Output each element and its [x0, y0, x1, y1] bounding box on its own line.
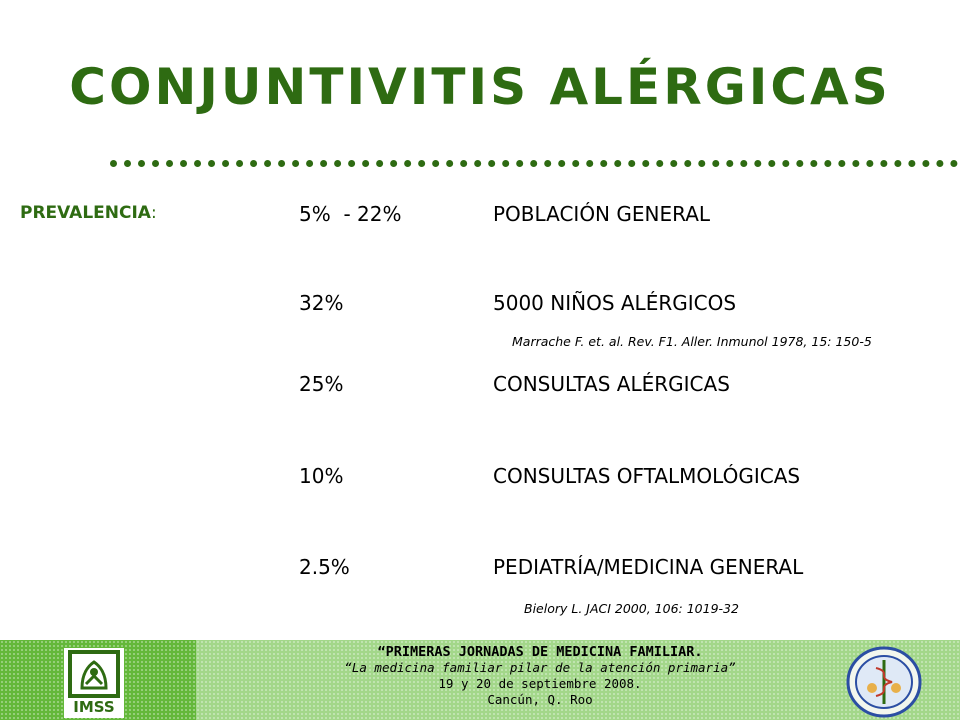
event-slogan: “La medicina familiar pilar de la atención primaria” — [344, 660, 736, 675]
row-description: CONSULTAS OFTALMOLÓGICAS — [493, 464, 801, 488]
row-description: CONSULTAS ALÉRGICAS — [493, 372, 730, 396]
citation: Bielory L. JACI 2000, 106: 1019-32 — [524, 601, 739, 616]
medical-seal-icon — [846, 646, 922, 718]
prevalence-row — [0, 555, 960, 585]
prevalence-label-text: PREVALENCIA — [20, 203, 151, 223]
event-info — [300, 644, 780, 708]
citation: Marrache F. et. al. Rev. F1. Aller. Inmunol 1978, 15: 150-5 — [512, 334, 872, 349]
row-description: PEDIATRÍA/MEDICINA GENERAL — [493, 555, 804, 579]
prevalence-row — [0, 291, 960, 321]
prevalence-row — [0, 202, 960, 232]
row-percentage: 32% — [299, 291, 344, 315]
imss-logo-text: IMSS — [73, 698, 115, 716]
event-dates: 19 y 20 de septiembre 2008. — [438, 676, 642, 691]
event-location: Cancún, Q. Roo — [487, 692, 593, 707]
event-title: “PRIMERAS JORNADAS DE MEDICINA FAMILIAR. — [377, 644, 703, 660]
prevalence-row — [0, 372, 960, 402]
row-description: POBLACIÓN GENERAL — [493, 202, 711, 226]
prevalence-row — [0, 464, 960, 494]
row-percentage: 25% — [299, 372, 344, 396]
imss-eagle-icon — [64, 648, 124, 700]
footer-banner — [0, 640, 960, 720]
row-percentage: 10% — [299, 464, 344, 488]
slide-title: CONJUNTIVITIS ALÉRGICAS — [69, 58, 891, 116]
prevalence-label-colon: : — [150, 203, 157, 223]
imss-logo — [64, 648, 124, 718]
row-description: 5000 NIÑOS ALÉRGICOS — [493, 291, 737, 315]
row-percentage: 2.5% — [299, 555, 350, 579]
dotted-divider — [110, 160, 958, 167]
row-percentage: 5% - 22% — [299, 202, 402, 226]
